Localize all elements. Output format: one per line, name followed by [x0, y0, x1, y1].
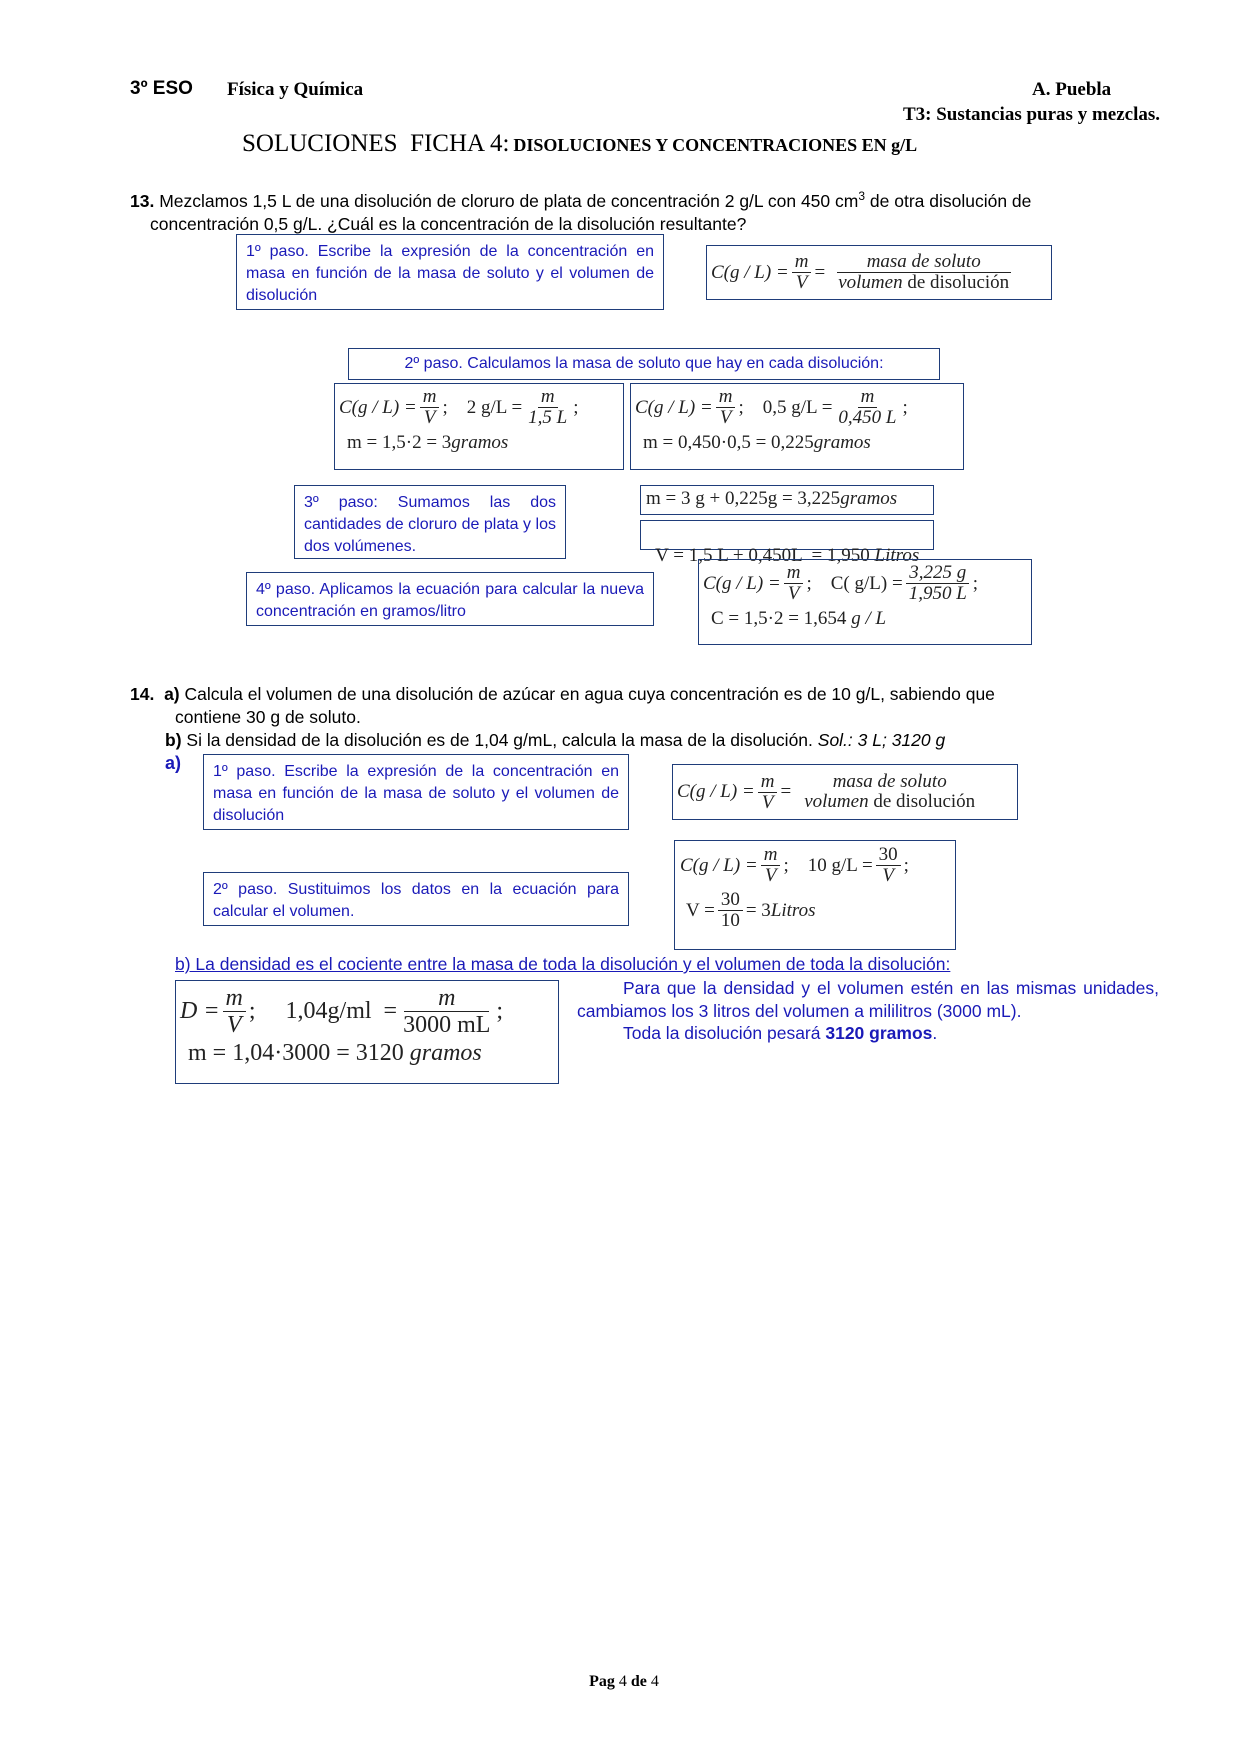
frac-den — [801, 792, 978, 812]
frac-num: 30 — [718, 890, 743, 911]
formula-eq: = — [780, 781, 792, 802]
frac-den-italic: volumen — [838, 272, 903, 293]
q14-step2-box: 2º paso. Sustituimos los datos en la ecuación para calcular el volumen. — [203, 872, 629, 926]
frac-den: 10 — [720, 910, 740, 931]
calc-unit: gramos — [813, 432, 871, 453]
frac-num: m — [792, 252, 812, 273]
frac-num: m — [858, 387, 878, 408]
q14-a-line1: Calcula el volumen de una disolución de azúcar en agua cuya concentración es de 10 g/L, sabiendo que — [179, 684, 995, 704]
calc-frac-1 — [716, 387, 736, 428]
calc-frac-2 — [525, 387, 570, 428]
calc-lhs: C(g / L) = — [635, 396, 713, 418]
q14-note2-bold: 3120 gramos — [825, 1023, 933, 1043]
course-label: 3º ESO — [130, 78, 193, 99]
frac-den: V — [226, 1012, 242, 1038]
frac-num: m — [761, 845, 781, 866]
calc-frac-1 — [784, 563, 804, 604]
frac-den: V — [764, 865, 777, 886]
frac-num: masa de soluto — [837, 252, 1011, 273]
frac-den-text: de disolución — [907, 272, 1010, 293]
footer-page-de: de — [630, 1673, 647, 1690]
q13-sum-mass-box — [640, 485, 934, 515]
calc-unit: g / L — [851, 608, 887, 629]
calc-line2-rhs: = 3 — [745, 899, 771, 921]
q13-step2-box: 2º paso. Calculamos la masa de soluto que hay en cada disolución: — [348, 348, 940, 380]
author-label: A. Puebla — [1032, 79, 1112, 100]
q13-formula-box — [706, 245, 1052, 300]
density-mid: ; 1,04g/ml = — [248, 998, 398, 1024]
frac-den: V — [795, 272, 808, 293]
formula-eq: = — [814, 261, 826, 283]
q14-part-a-label: a) — [165, 753, 182, 773]
calc-line2-lhs: V = — [686, 899, 715, 921]
frac-den: V — [882, 865, 894, 886]
calc-mid: ; 10 g/L = — [783, 854, 873, 876]
q13-number: 13. — [130, 190, 155, 211]
q14-solution: Sol.: 3 L; 3120 g — [817, 730, 946, 750]
formula-lhs: C(g / L) = — [677, 781, 755, 802]
density-frac-2 — [400, 985, 493, 1038]
calc-unit: gramos — [451, 432, 509, 453]
calc-mid: ; C( g/L) = — [806, 572, 903, 594]
q13-sup: 3 — [858, 189, 866, 203]
q14-density-box — [175, 980, 559, 1084]
q14-statement — [130, 683, 1160, 752]
title-sub: DISOLUCIONES Y CONCENTRACIONES EN g/L — [513, 135, 918, 155]
frac-den: V — [787, 583, 800, 604]
frac-num: m — [758, 772, 778, 793]
calc-mid: ; 2 g/L = — [442, 396, 523, 418]
frac-num: masa de soluto — [832, 771, 947, 792]
q13-calc-a-box — [334, 383, 624, 470]
sum-vol: V = 1,5 L + 0,450L = 1,950 — [655, 545, 870, 566]
calc-frac-1 — [761, 845, 781, 886]
q14-a-line2: contiene 30 g de soluto. — [175, 707, 361, 727]
frac-den: V — [719, 407, 732, 428]
frac-num: 30 — [876, 845, 901, 866]
frac-den: V — [761, 791, 774, 813]
density-unit: gramos — [409, 1040, 482, 1066]
sum-mass-unit: gramos — [840, 488, 898, 509]
q13-calc-c-box — [698, 559, 1032, 645]
density-end: ; — [496, 998, 504, 1024]
calc-unit: Litros — [770, 899, 816, 921]
frac-num: m — [404, 985, 489, 1012]
calc-end: ; — [972, 572, 979, 594]
q14-b-text: Si la densidad de la disolución es de 1,04 g/mL, calcula la masa de la disolución. — [181, 730, 818, 750]
density-line2: m = 1,04·3000 = 3120 — [188, 1040, 404, 1066]
frac-den: 1,950 L — [908, 583, 967, 604]
sum-mass: m = 3 g + 0,225g = 3,225 — [646, 488, 841, 509]
q14-calc-a-box — [674, 840, 956, 950]
calc-line2-frac — [718, 890, 743, 931]
calc-lhs: C(g / L) = — [680, 854, 758, 876]
subject-label: Física y Química — [227, 79, 364, 100]
calc-frac-2 — [835, 387, 899, 428]
q14-a-label: a) — [164, 684, 180, 704]
q14-b-explanation — [175, 954, 950, 975]
q13-step1-box: 1º paso. Escribe la expresión de la concentración en masa en función de la masa de soluto y el volumen de disolución — [236, 234, 664, 310]
q14-note — [577, 977, 1159, 1045]
page-footer — [0, 1655, 1240, 1691]
q14-step1-box: 1º paso. Escribe la expresión de la concentración en masa en función de la masa de soluto y el volumen de disolución — [203, 754, 629, 830]
frac-num: m — [784, 563, 804, 584]
q14-number: 14. — [130, 684, 155, 704]
q13-calc-b-box — [630, 383, 964, 470]
formula-m-over-v — [758, 772, 778, 813]
calc-lhs: C(g / L) = — [339, 396, 417, 418]
frac-den: V — [423, 407, 436, 428]
footer-page-total: 4 — [650, 1673, 659, 1690]
q14-b-label: b) — [165, 730, 182, 750]
frac-den: 0,450 L — [838, 407, 897, 428]
calc-lhs: C(g / L) = — [703, 572, 781, 594]
frac-den — [835, 273, 1012, 293]
frac-num: m — [716, 387, 736, 408]
q13-sum-vol-box — [640, 520, 934, 566]
frac-den: 3000 mL — [403, 1012, 491, 1038]
title-main: SOLUCIONES FICHA 4: — [242, 130, 510, 157]
q13-step4-box: 4º paso. Aplicamos la ecuación para calcular la nueva concentración en gramos/litro — [246, 572, 654, 626]
calc-end: ; — [573, 396, 579, 418]
frac-num: m — [538, 387, 558, 408]
q14-note1: Para que la densidad y el volumen estén en las mismas unidades, cambiamos los 3 litros del volumen a mililitros (3000 mL). — [577, 978, 1159, 1021]
page-title — [242, 130, 917, 158]
calc-line2: m = 0,450·0,5 = 0,225 — [643, 432, 814, 453]
topic-label: T3: Sustancias puras y mezclas. — [902, 104, 1160, 125]
calc-line2: m = 1,5·2 = 3 — [347, 432, 452, 453]
density-frac-1 — [223, 985, 246, 1038]
formula-lhs: C(g / L) = — [711, 261, 789, 283]
density-lhs: D = — [180, 998, 220, 1024]
q14-note2 — [577, 1022, 1159, 1045]
frac-num: m — [420, 387, 440, 408]
calc-mid: ; 0,5 g/L = — [738, 396, 833, 418]
q14-formula-box — [672, 764, 1018, 820]
frac-den-italic: volumen — [804, 791, 869, 812]
calc-end: ; — [902, 396, 908, 418]
frac-den-text: de disolución — [873, 791, 976, 812]
q14-note2-pre: Toda la disolución pesará — [623, 1023, 826, 1043]
calc-frac-1 — [420, 387, 440, 428]
sum-vol-unit: Litros — [874, 545, 920, 566]
q14-b-explain-text: b) La densidad es el cociente entre la masa de toda la disolución y el volumen de toda la disolución: — [175, 954, 951, 974]
q13-statement — [130, 185, 1160, 236]
q14-note2-post: . — [932, 1023, 938, 1043]
calc-line2: C = 1,5·2 = 1,654 — [711, 608, 847, 629]
footer-page-label: Pag — [589, 1673, 615, 1690]
formula-m-over-v — [792, 252, 812, 293]
q13-text-line2: concentración 0,5 g/L. ¿Cuál es la concentración de la disolución resultante? — [150, 213, 747, 234]
formula-mass-over-volume — [835, 252, 1012, 293]
calc-frac-2 — [876, 845, 901, 886]
frac-num: m — [223, 985, 246, 1012]
frac-den: 1,5 L — [528, 407, 568, 428]
calc-frac-2 — [906, 563, 970, 604]
q13-text-line1: Mezclamos 1,5 L de una disolución de cloruro de plata de concentración 2 g/L con 450 cm — [159, 190, 859, 211]
q13-text-line1-end: de otra disolución de — [865, 190, 1032, 211]
formula-mass-over-volume — [801, 772, 978, 812]
q13-step3-box: 3º paso: Sumamos las dos cantidades de cloruro de plata y los dos volúmenes. — [294, 485, 566, 559]
frac-num: 3,225 g — [906, 563, 969, 584]
footer-page-num: 4 — [618, 1673, 627, 1690]
calc-end: ; — [903, 854, 909, 876]
